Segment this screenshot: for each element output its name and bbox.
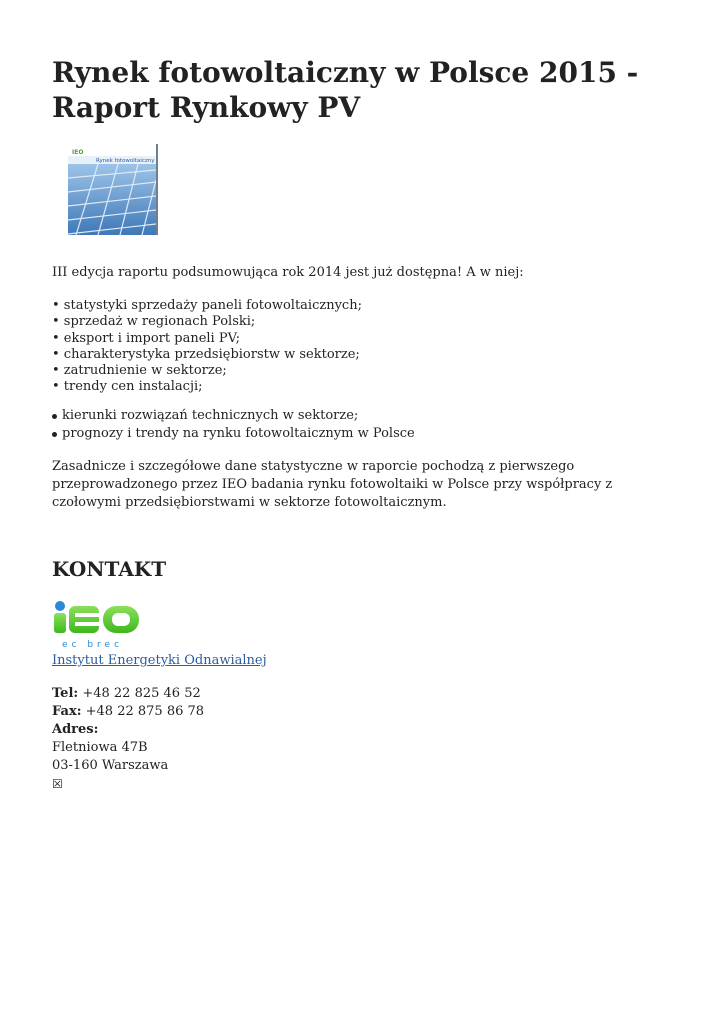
cover-logo-text: IEO [72, 149, 84, 156]
list-item [52, 425, 672, 443]
list-item-text: prognozy i trendy na rynku fotowoltaicznym w Polsce [62, 426, 415, 441]
bullet-list [52, 407, 672, 443]
ieo-logo [52, 600, 142, 650]
list-item: • eksport i import paneli PV; [52, 330, 241, 346]
contact-details [52, 685, 672, 793]
report-cover-image[interactable] [68, 144, 156, 235]
list-item-text: kierunki rozwiązań technicznych w sektorze; [62, 408, 359, 423]
fax-line [52, 703, 672, 721]
address-label: Adres: [52, 722, 99, 737]
list-item: • charakterystyka przedsiębiorstw w sektorze; [52, 346, 360, 362]
list-item: • trendy cen instalacji; [52, 379, 203, 395]
intro-text: III edycja raportu podsumowująca rok 2014 jest już dostępna! A w niej: [52, 265, 524, 280]
city: 03-160 Warszawa [52, 758, 169, 773]
list-item: • statystyki sprzedaży paneli fotowoltaicznych; [52, 298, 362, 313]
fax-value: +48 22 875 86 78 [81, 704, 205, 719]
contact-heading: KONTAKT [52, 557, 167, 581]
fax-label: Fax: [52, 704, 82, 719]
email-icon[interactable]: ☒ [52, 777, 63, 791]
street: Fletniowa 47B [52, 740, 148, 755]
description-paragraph: Zasadnicze i szczegółowe dane statystyczne w raporcie pochodzą z pierwszego przeprowadzonego przez IEO badania rynku fotowoltaiki w Polsce przy współpracy z czołowymi przedsiębiorstwami w sektorze fotowoltaicznym. [52, 459, 613, 510]
feature-list [52, 298, 672, 396]
bullet-icon [52, 432, 57, 437]
logo-subtext: ec brec [62, 640, 124, 650]
ieo-logo-icon [52, 600, 142, 650]
bullet-icon [52, 414, 57, 419]
address-line [52, 721, 672, 739]
institute-link[interactable]: Instytut Energetyki Odnawialnej [52, 653, 267, 668]
solar-panel-cover-icon [68, 144, 156, 235]
phone-line [52, 685, 672, 703]
list-item [52, 407, 672, 425]
page-title: Rynek fotowoltaiczny w Polsce 2015 - Raport Rynkowy PV [52, 56, 639, 124]
phone-label: Tel: [52, 686, 79, 701]
list-item: • sprzedaż w regionach Polski; [52, 314, 256, 330]
phone-value: +48 22 825 46 52 [78, 686, 201, 701]
cover-heading: Rynek fotowoltaiczny [96, 158, 155, 164]
list-item: • zatrudnienie w sektorze; [52, 363, 227, 379]
